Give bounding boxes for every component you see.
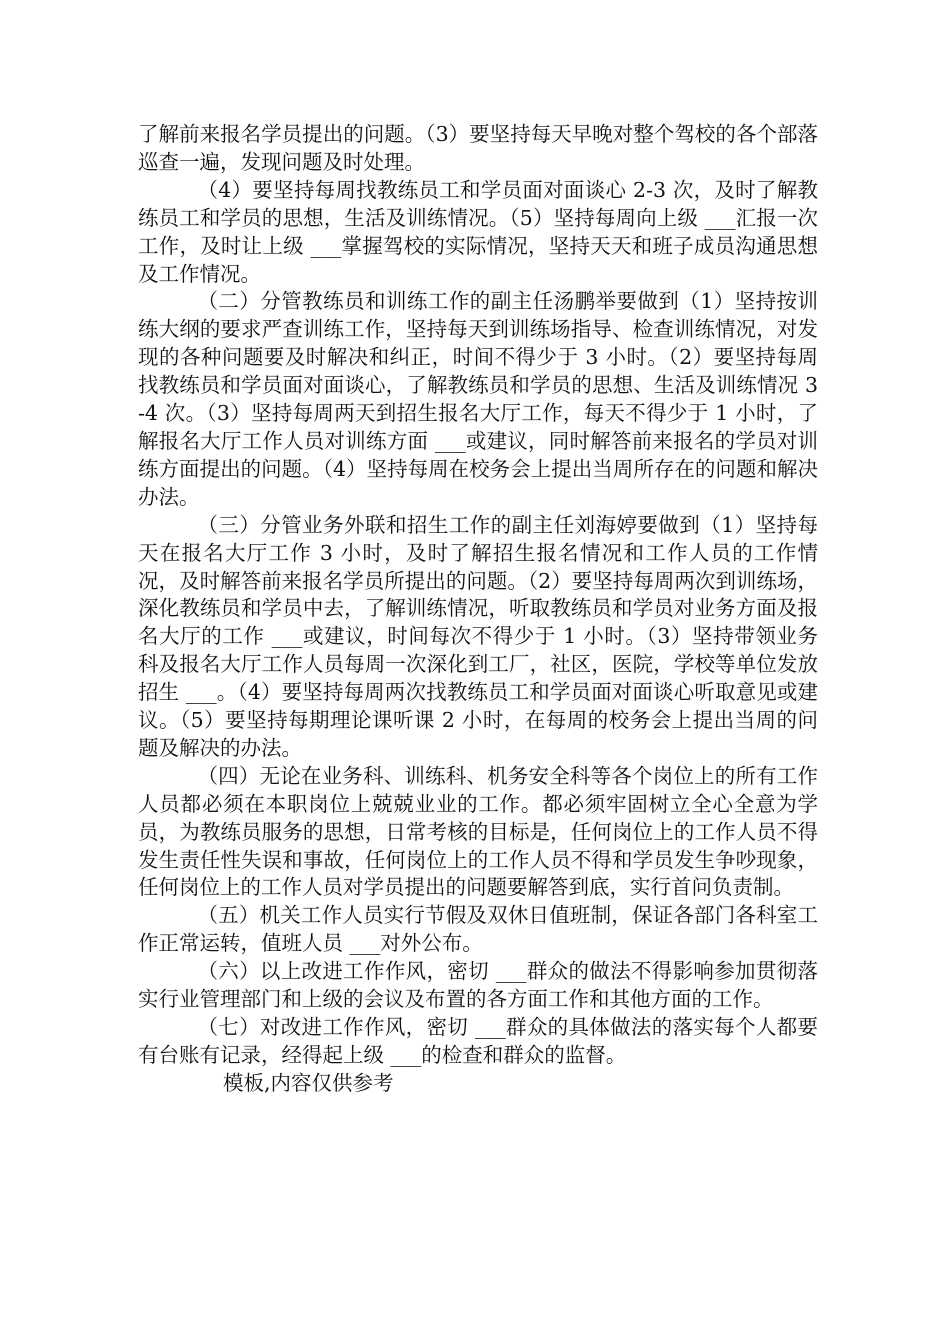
paragraph-section-2: （二）分管教练员和训练工作的副主任汤鹏举要做到（1）坚持按训练大纲的要求严查训练工作，坚持每天到训练场指导、检查训练情况，对发现的各种问题要及时解决和纠正，时间不得少于 3 小时。（2）要坚持每周找教练员和学员面对面谈心，了解教练员和学员的思想、生活及训练情况 3-4 次。（3）坚持每周两天到招生报名大厅工作，每天不得少于 1 小时，了解报名大厅工作人员对训练方面 ___或建议，同时解答前来报名的学员对训练方面提出的问题。（4）坚持每周在校务会上提出当周所存在的问题和解决办法。 bbox=[138, 289, 818, 509]
paragraph-section-3: （三）分管业务外联和招生工作的副主任刘海婷要做到（1）坚持每天在报名大厅工作 3 小时，及时了解招生报名情况和工作人员的工作情况，及时解答前来报名学员所提出的问题。（2）要坚持每周两次到训练场，深化教练员和学员中去，了解训练情况，听取教练员和学员对业务方面及报名大厅的工作 ___或建议，时间每次不得少于 1 小时。（3）坚持带领业务科及报名大厅工作人员每周一次深化到工厂，社区，医院，学校等单位发放招生 ___。（4）要坚持每周两次找教练员工和学员面对面谈心听取意见或建议。（5）要坚持每期理论课听课 2 小时，在每周的校务会上提出当周的问题及解决的办法。 bbox=[138, 512, 818, 760]
paragraph-section-6: （六）以上改进工作作风，密切 ___群众的做法不得影响参加贯彻落实行业管理部门和上级的会议及布置的各方面工作和其他方面的工作。 bbox=[138, 959, 818, 1012]
footer-note: 模板,内容仅供参考 bbox=[223, 1070, 394, 1095]
paragraph-section-5: （五）机关工作人员实行节假及双休日值班制，保证各部门各科室工作正常运转，值班人员 ___对外公布。 bbox=[138, 903, 818, 956]
paragraph-section-7: （七）对改进工作作风，密切 ___群众的具体做法的落实每个人都要有台账有记录，经得起上级 ___的检查和群众的监督。 bbox=[138, 1015, 818, 1067]
document-body bbox=[138, 121, 818, 1098]
paragraph-item-4-5: （4）要坚持每周找教练员工和学员面对面谈心 2-3 次，及时了解教练员工和学员的思想，生活及训练情况。（5）坚持每周向上级 ___汇报一次工作，及时让上级 ___掌握驾校的实际情况，坚持天天和班子成员沟通思想及工作情况。 bbox=[138, 177, 818, 286]
paragraph-section-4: （四）无论在业务科、训练科、机务安全科等各个岗位上的所有工作人员都必须在本职岗位上兢兢业业的工作。都必须牢固树立全心全意为学员，为教练员服务的思想，日常考核的目标是，任何岗位上的工作人员不得发生责任性失误和事故，任何岗位上的工作人员不得和学员发生争吵现象，任何岗位上的工作人员对学员提出的问题要解答到底，实行首问负责制。 bbox=[138, 763, 818, 900]
paragraph-continuation: 了解前来报名学员提出的问题。（3）要坚持每天早晚对整个驾校的各个部落巡查一遍，发现问题及时处理。 bbox=[138, 122, 818, 174]
